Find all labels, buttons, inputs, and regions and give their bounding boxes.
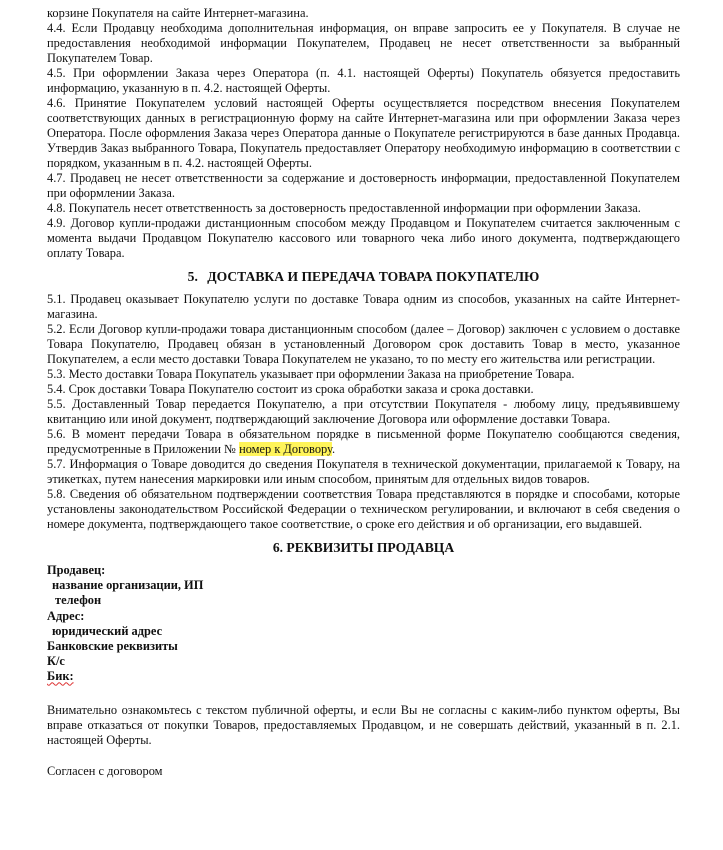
highlighted-placeholder: номер к Договору — [239, 442, 332, 456]
seller-label: Продавец: — [47, 563, 106, 577]
paragraph-4-9: 4.9. Договор купли-продажи дистанционным способом между Продавцом и Покупателем считается заключенным с момента выдачи Продавцом Покупателю кассового или товарного чека либо иного документа, подтверждающего оплату Товара. — [47, 216, 680, 260]
paragraph-5-8: 5.8. Сведения об обязательном подтверждении соответствия Товара представляются в порядке и способами, которые установлены законодательством Российской Федерации о техническом регулировании, и включают в себя сведения о номере документа, подтверждающего такое соответствие, о сроке его действия и об организации, его выдавшей. — [47, 487, 680, 531]
ks-label: К/с — [47, 654, 65, 669]
paragraph-5-2: 5.2. Если Договор купли-продажи товара дистанционным способом (далее – Договор) заключен с условием о доставке Товара Покупателю, Продавец обязан в установленный Договором срок доставить Товар в место, указанное Покупателем, а если место доставки Товара Покупателем не указано, то по месту его жительства или регистрации. — [47, 322, 680, 366]
paragraph-4-5: 4.5. При оформлении Заказа через Оператора (п. 4.1. настоящей Оферты) Покупатель обязуется предоставить информацию, указанную в п. 4.2. настоящей Оферты. — [47, 66, 680, 95]
paragraph-4-8: 4.8. Покупатель несет ответственность за достоверность предоставленной информации при оформлении Заказа. — [47, 201, 641, 215]
phone-field: телефон — [55, 593, 102, 608]
section-6-heading: 6. РЕКВИЗИТЫ ПРОДАВЦА — [272, 540, 455, 555]
org-name-field: название организации, ИП — [52, 578, 204, 593]
legal-address-field: юридический адрес — [52, 623, 163, 638]
section-5-title: ДОСТАВКА И ПЕРЕДАЧА ТОВАРА ПОКУПАТЕЛЮ — [207, 269, 540, 284]
section-5-number: 5. — [187, 269, 198, 284]
bik-text: Бик: — [47, 669, 74, 684]
paragraph-5-6-text: 5.6. В момент передачи Товара в обязательном порядке в письменной форме Покупателю сообщаются сведения, предусмотренные в Приложении № — [47, 427, 680, 456]
paragraph-5-1: 5.1. Продавец оказывает Покупателю услуги по доставке Товара одним из способов, указанных на сайте Интернет-магазина. — [47, 292, 680, 321]
paragraph-5-5: 5.5. Доставленный Товар передается Покупателю, а при отсутствии Покупателя - любому лицу, предъявившему квитанцию или иной документ, подтверждающий заключение Договора или оформление доставки Товара. — [47, 397, 680, 426]
paragraph-4-7: 4.7. Продавец не несет ответственности за содержание и достоверность информации, предоставленной Покупателем при оформлении Заказа. — [47, 171, 680, 200]
bik-label — [47, 669, 680, 684]
paragraph-4-4: 4.4. Если Продавцу необходима дополнительная информация, он вправе запросить ее у Покупателя. В случае не предоставления необходимой информации Покупателем, Продавец не несет ответственности за выбранный Покупателем Товар. — [47, 21, 680, 65]
seller-details — [47, 563, 680, 685]
paragraph-5-6-end: . — [332, 442, 336, 456]
address-label: Адрес: — [47, 608, 85, 623]
agreement-line: Согласен с договором — [47, 763, 163, 778]
paragraph-4-3-tail: корзине Покупателя на сайте Интернет-магазина. — [47, 6, 309, 20]
paragraph-5-7: 5.7. Информация о Товаре доводится до сведения Покупателя в технической документации, прилагаемой к Товару, на этикетках, путем нанесения маркировки или иным способом, принятым для отдельных видов товаров. — [47, 457, 680, 486]
section-5-heading — [47, 268, 680, 285]
paragraph-5-6 — [47, 427, 680, 457]
document-page — [47, 6, 680, 779]
closing-paragraph: Внимательно ознакомьтесь с текстом публичной оферты, и если Вы не согласны с каким-либо пунктом оферты, Вы вправе отказаться от покупки Товаров, предоставляемых Продавцом, и не совершать действий, указанный в п. 2.1. настоящей Оферты. — [47, 702, 680, 747]
spacer — [47, 685, 680, 703]
spacer — [47, 748, 680, 764]
paragraph-4-6: 4.6. Принятие Покупателем условий настоящей Оферты осуществляется посредством внесения Покупателем соответствующих данных в регистрационную форму на сайте Интернет-магазина или при оформлении Заказа через Оператора. После оформления Заказа через Оператора данные о Покупателе регистрируются в базе данных Продавца. Утвердив Заказ выбранного Товара, Покупатель предоставляет Оператору необходимую информацию в соответствии с порядком, указанным в п. 4.2. настоящей Оферты. — [47, 96, 680, 170]
bank-details-label: Банковские реквизиты — [47, 639, 178, 654]
paragraph-5-4: 5.4. Срок доставки Товара Покупателю состоит из срока обработки заказа и срока доставки. — [47, 382, 534, 396]
paragraph-5-3: 5.3. Место доставки Товара Покупатель указывает при оформлении Заказа на приобретение Товара. — [47, 367, 575, 381]
